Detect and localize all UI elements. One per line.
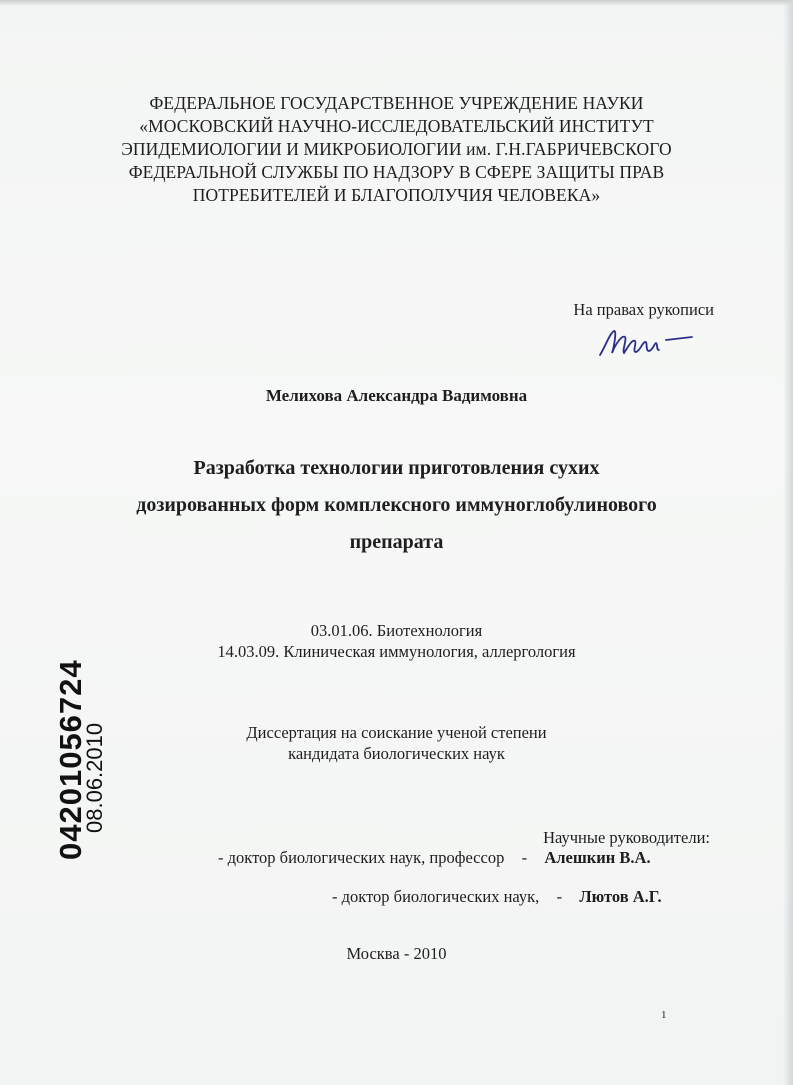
title-line: дозированных форм комплексного иммуноглобулинового [136,494,657,516]
degree-block [0,722,793,764]
handwritten-signature [596,325,696,361]
scan-edge-top [0,0,793,6]
specialty-item: 14.03.09. Клиническая иммунология, аллергология [217,642,576,661]
dissertation-title [0,450,793,561]
supervisors-heading: Научные руководители: [543,828,710,847]
org-line: ЭПИДЕМИОЛОГИИ И МИКРОБИОЛОГИИ им. Г.Н.ГАБРИЧЕВСКОГО [121,139,672,159]
supervisor-dash: - [521,848,528,867]
org-line: ПОТРЕБИТЕЛЕЙ И БЛАГОПОЛУЧИЯ ЧЕЛОВЕКА» [192,185,601,205]
supervisor-row [218,848,651,868]
title-line: препарата [349,531,444,553]
library-stamp-number: 04201056724 [53,659,88,860]
degree-line: кандидата биологических наук [288,744,505,763]
author-name: Мелихова Александра Вадимовна [265,386,528,405]
degree-line: Диссертация на соискание ученой степени [246,723,547,742]
org-line: ФЕДЕРАЛЬНОЕ ГОСУДАРСТВЕННОЕ УЧРЕЖДЕНИЕ НАУКИ [149,93,644,113]
supervisor-name: Лютов А.Г. [579,887,662,906]
supervisor-name: Алешкин В.А. [544,848,651,867]
page-number: 1 [661,1009,667,1021]
city-year: Москва - 2010 [346,944,447,963]
specialty-list [0,620,793,662]
supervisor-title: - доктор биологических наук, профессор [218,848,505,867]
specialty-item: 03.01.06. Биотехнология [310,621,483,640]
organization-header [0,92,793,207]
library-stamp-date: 08.06.2010 [82,722,107,833]
supervisor-title: - доктор биологических наук, [332,887,540,906]
org-line: ФЕДЕРАЛЬНОЙ СЛУЖБЫ ПО НАДЗОРУ В СФЕРЕ ЗАЩИТЫ ПРАВ [128,162,665,182]
supervisor-dash: - [556,887,563,906]
supervisor-row [332,887,662,907]
title-line: Разработка технологии приготовления сухих [193,457,600,479]
org-line: «МОСКОВСКИЙ НАУЧНО-ИССЛЕДОВАТЕЛЬСКИЙ ИНСТИТУТ [139,116,654,136]
manuscript-note: На правах рукописи [573,300,714,319]
